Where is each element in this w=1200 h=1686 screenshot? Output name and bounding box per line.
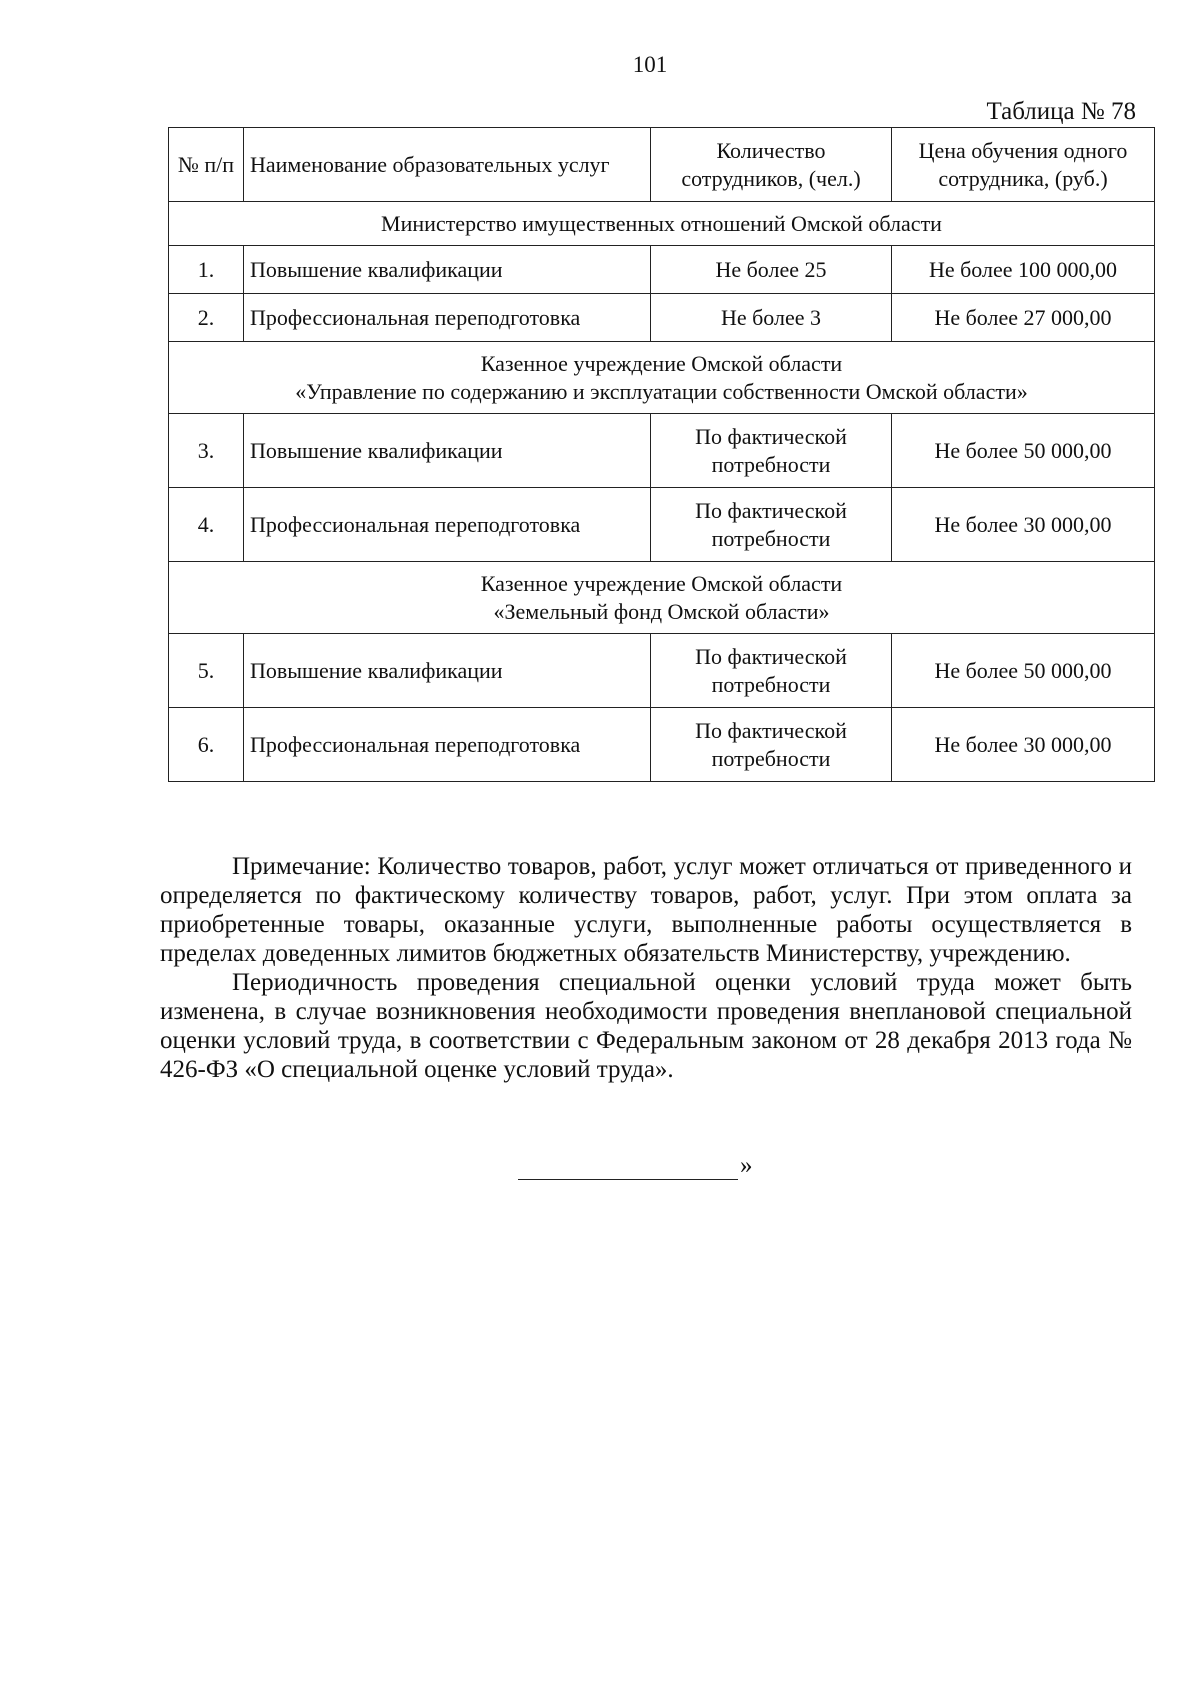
row-qty: По фактической потребности (651, 414, 892, 488)
row-qty: По фактической потребности (651, 488, 892, 562)
table-row (169, 414, 1155, 488)
row-price: Не более 30 000,00 (892, 708, 1155, 782)
section-title-line1: Казенное учреждение Омской области (480, 350, 843, 376)
row-num: 4. (169, 488, 244, 562)
section-title-line2: «Земельный фонд Омской области» (493, 598, 830, 624)
services-table (168, 127, 1138, 782)
page-number: 101 (632, 52, 668, 77)
section-title (169, 342, 1155, 414)
table-row (169, 246, 1155, 294)
section-title-line1: Министерство имущественных отношений Омской области (381, 210, 942, 236)
row-name: Повышение квалификации (244, 246, 651, 294)
table-row (169, 634, 1155, 708)
row-price: Не более 27 000,00 (892, 294, 1155, 342)
row-price: Не более 100 000,00 (892, 246, 1155, 294)
row-price: Не более 50 000,00 (892, 414, 1155, 488)
row-price: Не более 30 000,00 (892, 488, 1155, 562)
section-title-line2: «Управление по содержанию и эксплуатации собственности Омской области» (295, 378, 1028, 404)
row-num: 3. (169, 414, 244, 488)
header-name: Наименование образовательных услуг (244, 128, 651, 202)
row-price: Не более 50 000,00 (892, 634, 1155, 708)
header-qty: Количество сотрудников, (чел.) (651, 128, 892, 202)
row-num: 5. (169, 634, 244, 708)
table-caption: Таблица № 78 (986, 98, 1136, 125)
row-name: Профессиональная переподготовка (244, 294, 651, 342)
row-qty: Не более 3 (651, 294, 892, 342)
table-row (169, 708, 1155, 782)
row-name: Повышение квалификации (244, 634, 651, 708)
closing-quote: » (740, 1152, 753, 1179)
section-title-line1: Казенное учреждение Омской области (480, 570, 843, 596)
closing-line (518, 1152, 753, 1180)
row-num: 2. (169, 294, 244, 342)
row-qty: По фактической потребности (651, 708, 892, 782)
table-row (169, 294, 1155, 342)
note-paragraph-2: Периодичность проведения специальной оценки условий труда может быть изменена, в случае возникновения необходимости проведения внеплановой специальной оценки условий труда, в соответствии с Федеральным законом от 28 декабря 2013 года № 426-ФЗ «О специальной оценке условий труда». (160, 969, 1132, 1083)
signature-underline (518, 1155, 738, 1180)
section-row (169, 562, 1155, 634)
row-name: Профессиональная переподготовка (244, 488, 651, 562)
note-paragraph-1: Примечание: Количество товаров, работ, услуг может отличаться от приведенного и определяется по фактическому количеству товаров, работ, услуг. При этом оплата за приобретенные товары, оказанные услуги, выполненные работы осуществляется в пределах доведенных лимитов бюджетных обязательств Министерству, учреждению. (160, 853, 1132, 967)
row-name: Повышение квалификации (244, 414, 651, 488)
row-qty: Не более 25 (651, 246, 892, 294)
header-num: № п/п (169, 128, 244, 202)
row-num: 1. (169, 246, 244, 294)
row-num: 6. (169, 708, 244, 782)
row-qty: По фактической потребности (651, 634, 892, 708)
header-price: Цена обучения одного сотрудника, (руб.) (892, 128, 1155, 202)
section-row (169, 342, 1155, 414)
section-row (169, 202, 1155, 246)
notes-block (160, 852, 1132, 1084)
table-header-row (169, 128, 1155, 202)
table-row (169, 488, 1155, 562)
row-name: Профессиональная переподготовка (244, 708, 651, 782)
section-title (169, 202, 1155, 246)
section-title (169, 562, 1155, 634)
